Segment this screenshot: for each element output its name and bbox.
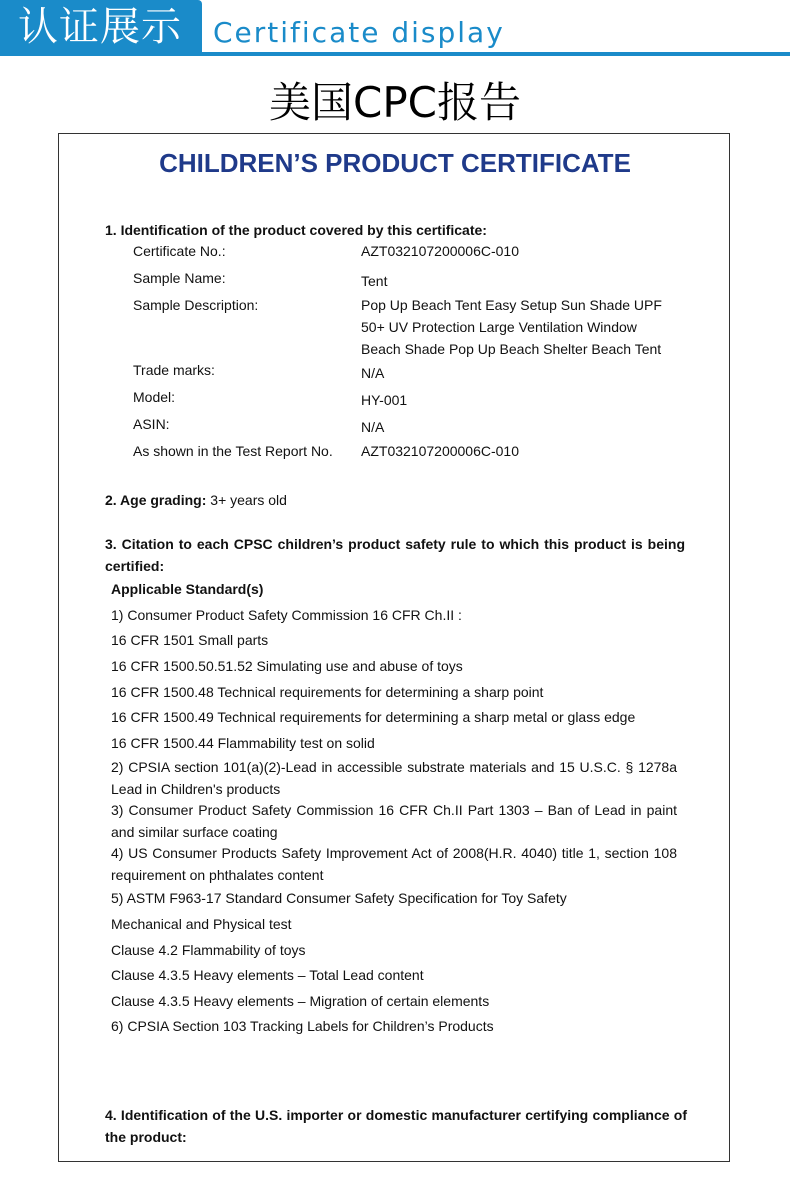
standard-item: Clause 4.3.5 Heavy elements – Migration of certain elements bbox=[111, 993, 490, 1009]
standard-item: 5) ASTM F963-17 Standard Consumer Safety Specification for Toy Safety bbox=[111, 890, 567, 906]
field-value: Beach Shade Pop Up Beach Shelter Beach Tent bbox=[361, 341, 662, 357]
field-label: Trade marks: bbox=[133, 362, 215, 378]
standard-item: 16 CFR 1500.48 Technical requirements for determining a sharp point bbox=[111, 684, 544, 700]
field-value: Pop Up Beach Tent Easy Setup Sun Shade UPF bbox=[361, 297, 662, 313]
field-value: AZT032107200006C-010 bbox=[361, 443, 520, 459]
page-title: 美国CPC报告 bbox=[269, 78, 521, 127]
field-label: Sample Description: bbox=[133, 297, 259, 313]
standard-item: 6) CPSIA Section 103 Tracking Labels for Children’s Products bbox=[111, 1018, 494, 1034]
field-label: Certificate No.: bbox=[133, 243, 226, 259]
field-value: Tent bbox=[361, 273, 388, 289]
age-grading-value: 3+ years old bbox=[206, 492, 287, 508]
field-label: Sample Name: bbox=[133, 270, 226, 286]
standard-item: Clause 4.2 Flammability of toys bbox=[111, 942, 306, 958]
field-label: Model: bbox=[133, 389, 176, 405]
field-value: HY-001 bbox=[361, 392, 408, 408]
field-value: 50+ UV Protection Large Ventilation Window bbox=[361, 319, 637, 335]
field-value: N/A bbox=[361, 365, 385, 381]
field-value: N/A bbox=[361, 419, 385, 435]
section-1-heading: 1. Identification of the product covered by this certificate: bbox=[105, 222, 487, 238]
standard-item: 16 CFR 1500.44 Flammability test on solid bbox=[111, 735, 375, 751]
applicable-standards-heading: Applicable Standard(s) bbox=[111, 581, 264, 597]
standard-item: 1) Consumer Product Safety Commission 16 CFR Ch.II : bbox=[111, 607, 462, 623]
section-header-en: Certificate display bbox=[213, 16, 505, 49]
certificate-title: CHILDREN’S PRODUCT CERTIFICATE bbox=[159, 148, 631, 178]
standard-item: 2) CPSIA section 101(a)(2)-Lead in accessible substrate materials and 15 U.S.C. § 1278a Lead in Children's products bbox=[111, 759, 677, 797]
section-2 bbox=[105, 492, 287, 508]
standard-item: 16 CFR 1501 Small parts bbox=[111, 632, 269, 648]
field-label: ASIN: bbox=[133, 416, 170, 432]
field-label: As shown in the Test Report No. bbox=[133, 443, 333, 459]
section-4-heading: 4. Identification of the U.S. importer or domestic manufacturer certifying compliance of the product: bbox=[105, 1107, 687, 1145]
standard-item: Clause 4.3.5 Heavy elements – Total Lead content bbox=[111, 967, 424, 983]
standard-item: Mechanical and Physical test bbox=[111, 916, 292, 932]
header-divider bbox=[0, 52, 790, 56]
age-grading-label: 2. Age grading: bbox=[105, 492, 207, 508]
standard-item: 16 CFR 1500.50.51.52 Simulating use and abuse of toys bbox=[111, 658, 463, 674]
field-value: AZT032107200006C-010 bbox=[361, 243, 520, 259]
standard-item: 16 CFR 1500.49 Technical requirements for determining a sharp metal or glass edge bbox=[111, 709, 636, 725]
standard-item: 4) US Consumer Products Safety Improvement Act of 2008(H.R. 4040) title 1, section 108 requirement on phthalates content bbox=[111, 845, 677, 883]
standard-item: 3) Consumer Product Safety Commission 16 CFR Ch.II Part 1303 – Ban of Lead in paint and similar surface coating bbox=[111, 802, 677, 840]
section-3-heading: 3. Citation to each CPSC children’s product safety rule to which this product is being certified: bbox=[105, 536, 685, 574]
section-header-cn: 认证展示 bbox=[0, 0, 202, 54]
